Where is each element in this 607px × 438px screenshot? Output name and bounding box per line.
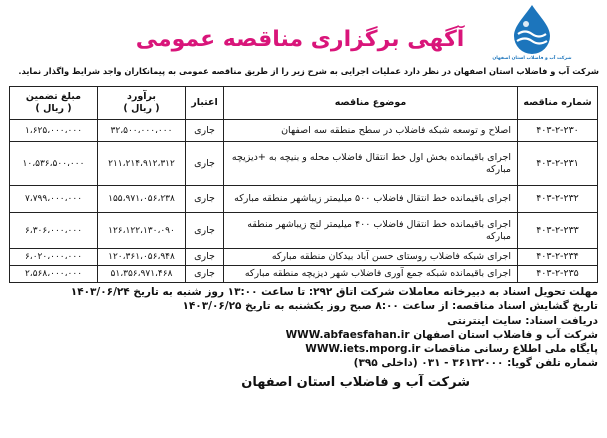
tender-credit-cell: جاری: [186, 213, 224, 249]
tender-estimate-cell: ۱۲۰،۳۶۱،۰۵۶،۹۴۸: [98, 249, 186, 266]
tender-guarantee-cell: ۱۰،۵۳۶،۵۰۰،۰۰۰: [10, 142, 98, 186]
company-website-url: WWW.abfaesfahan.ir: [285, 328, 410, 341]
notice-title: آگهی برگزاری مناقصه عمومی: [135, 27, 465, 52]
national-tender-site-line: [10, 342, 598, 356]
tender-subject-cell: اجرای باقیمانده شبکه جمع آوری فاضلاب شهر دیزیچه منطقه مبارکه: [224, 266, 518, 283]
tender-estimate-cell: ۲۱۱،۲۱۴،۹۱۲،۳۱۲: [98, 142, 186, 186]
tender-credit-cell: جاری: [186, 249, 224, 266]
tender-credit-cell: جاری: [186, 186, 224, 213]
tender-number-cell: ۴۰۳-۲-۲۳۳: [518, 213, 598, 249]
national-tender-site-url: WWW.iets.mporg.ir: [305, 343, 421, 356]
tender-guarantee-cell: ۶،۳۰۶،۰۰۰،۰۰۰: [10, 213, 98, 249]
company-website-label: شرکت آب و فاضلاب استان اصفهان: [413, 328, 598, 341]
tender-credit-cell: جاری: [186, 266, 224, 283]
table-row: [10, 186, 598, 213]
table-row: [10, 120, 598, 142]
header-credit: اعتبار: [186, 87, 224, 120]
header-guarantee-unit: ( ریال ): [35, 103, 72, 114]
tender-subject-cell: اصلاح و توسعه شبکه فاضلاب در سطح منطقه سه اصفهان: [224, 120, 518, 142]
tender-guarantee-cell: ۱،۶۲۵،۰۰۰،۰۰۰: [10, 120, 98, 142]
tender-subject-cell: اجرای باقیمانده خط انتقال فاضلاب ۵۰۰ میلیمتر زیباشهر منطقه مبارکه: [224, 186, 518, 213]
tender-number-cell: ۴۰۳-۲-۲۳۰: [518, 120, 598, 142]
tender-guarantee-cell: ۶،۰۲۰،۰۰۰،۰۰۰: [10, 249, 98, 266]
header-tender-number: شماره مناقصه: [518, 87, 598, 120]
tender-guarantee-cell: ۲،۵۶۸،۰۰۰،۰۰۰: [10, 266, 98, 283]
tender-credit-cell: جاری: [186, 120, 224, 142]
submission-deadline: مهلت تحویل اسناد به دبیرخانه معاملات شرکت اتاق ۲۹۲: تا ساعت ۱۳:۰۰ روز شنبه به تاریخ ۱۴۰۳/۰۶/۲۴: [70, 286, 598, 298]
tender-guarantee-cell: ۷،۷۹۹،۰۰۰،۰۰۰: [10, 186, 98, 213]
company-website-line: [10, 328, 598, 342]
tender-subject-cell: اجرای شبکه فاضلاب روستای حسن آباد بیدکان منطقه مبارکه: [224, 249, 518, 266]
table-row: [10, 266, 598, 283]
notice-details: [10, 285, 598, 371]
header-tender-subject: موضوع مناقصه: [224, 87, 518, 120]
header-guarantee-label: مبلغ تضمین: [25, 91, 82, 102]
national-tender-site-label: پایگاه ملی اطلاع رسانی مناقصات: [423, 343, 598, 356]
tender-table: [9, 86, 598, 283]
tender-number-cell: ۴۰۳-۲-۲۳۴: [518, 249, 598, 266]
footer-company-name: شرکت آب و فاضلاب استان اصفهان: [241, 374, 470, 390]
table-row: [10, 213, 598, 249]
header-estimate-unit: ( ریال ): [123, 103, 160, 114]
notice-intro: شرکت آب و فاضلاب استان اصفهان در نظر دارد عملیات اجرایی به شرح زیر را از طریق مناقصه عمومی به پیمانکاران واجد شرایط واگذار نماید.: [18, 66, 599, 76]
water-drop-icon: [502, 3, 562, 55]
logo-caption: شرکت آب و فاضلاب استان اصفهان: [492, 56, 572, 61]
documents-source: دریافت اسناد: سایت اینترنتی: [447, 314, 598, 327]
opening-date: تاریخ گشایش اسناد مناقصه: از ساعت ۸:۰۰ صبح روز یکشنبه به تاریخ ۱۴۰۳/۰۶/۲۵: [182, 300, 598, 313]
tender-subject-cell: اجرای باقیمانده بخش اول خط انتقال فاضلاب محله و بنیچه به +دیزیچه مبارکه: [224, 142, 518, 186]
tender-number-cell: ۴۰۳-۲-۲۳۵: [518, 266, 598, 283]
header-guarantee: [10, 87, 98, 120]
tender-number-cell: ۴۰۳-۲-۲۳۱: [518, 142, 598, 186]
table-row: [10, 249, 598, 266]
tender-estimate-cell: ۱۵۵،۹۷۱،۰۵۶،۲۳۸: [98, 186, 186, 213]
tender-number-cell: ۴۰۳-۲-۲۳۲: [518, 186, 598, 213]
header-estimate: [98, 87, 186, 120]
company-logo: [492, 3, 572, 67]
notice-body: [10, 86, 598, 392]
tender-estimate-cell: ۵۱،۳۵۶،۹۷۱،۴۶۸: [98, 266, 186, 283]
tender-credit-cell: جاری: [186, 142, 224, 186]
tender-estimate-cell: ۱۲۶،۱۲۲،۱۳۰،۰۹۰: [98, 213, 186, 249]
table-row: [10, 142, 598, 186]
table-header-row: [10, 87, 598, 120]
tender-estimate-cell: ۳۲،۵۰۰،۰۰۰،۰۰۰: [98, 120, 186, 142]
header-estimate-label: برآورد: [127, 91, 156, 102]
tender-subject-cell: اجرای باقیمانده خط انتقال فاضلاب ۴۰۰ میلیمتر لنج زیباشهر منطقه مبارکه: [224, 213, 518, 249]
phone-line: شماره تلفن گویا: ۳۶۱۳۲۰۰۰ - ۰۳۱ (داخلی ۳۹۵): [353, 357, 598, 370]
